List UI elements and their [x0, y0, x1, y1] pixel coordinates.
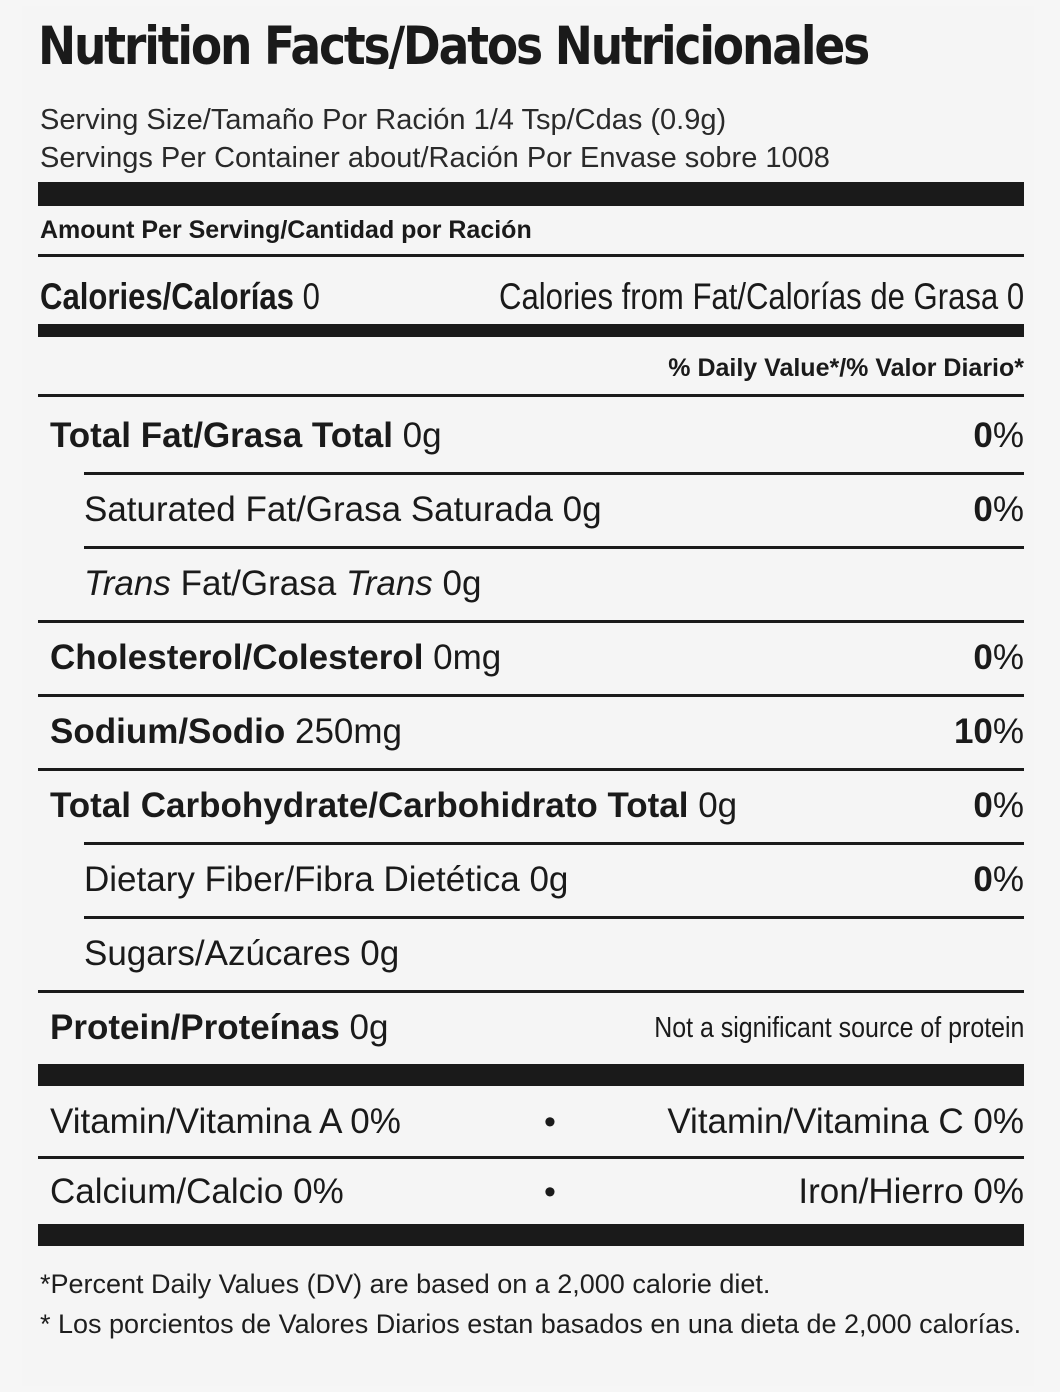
- divider: [38, 990, 1024, 993]
- nutrient-label: Sodium/Sodio: [50, 712, 286, 751]
- thick-divider: [38, 1224, 1024, 1246]
- vitamin-c: Vitamin/Vitamina C 0%: [667, 1102, 1024, 1141]
- cholesterol-row: [50, 628, 1024, 688]
- daily-value: 10: [953, 712, 993, 751]
- medium-divider: [38, 324, 1024, 337]
- nutrient-amount: 0g: [442, 564, 482, 603]
- nutrient-amount: 0mg: [433, 638, 502, 677]
- percent-sign: %: [992, 712, 1024, 751]
- trans-fat-row: [84, 554, 1024, 614]
- bullet-icon: •: [544, 1102, 556, 1141]
- nutrient-amount: 0g: [360, 934, 400, 973]
- divider: [84, 546, 1024, 549]
- divider: [38, 1156, 1024, 1159]
- percent-sign: %: [992, 638, 1024, 677]
- protein-row: [50, 998, 1024, 1058]
- daily-value: 0: [973, 638, 993, 677]
- daily-value: 0: [973, 490, 993, 529]
- calories-label: Calories/Calorías: [40, 276, 294, 317]
- nutrient-amount: 0g: [698, 786, 738, 825]
- nutrient-label: Total Carbohydrate/Carbohidrato Total: [50, 786, 689, 825]
- calcium: Calcium/Calcio 0%: [50, 1172, 344, 1211]
- total-fat-row: [50, 406, 1024, 466]
- nutrient-label: Fat/Grasa: [170, 564, 346, 603]
- vitamin-a: Vitamin/Vitamina A 0%: [50, 1102, 401, 1141]
- divider: [38, 694, 1024, 697]
- nutrient-label: Dietary Fiber/Fibra Dietética: [84, 860, 520, 899]
- nutrient-label: Total Fat/Grasa Total: [50, 416, 393, 455]
- vitamins-row-1: [50, 1092, 1024, 1152]
- iron: Iron/Hierro 0%: [798, 1172, 1024, 1211]
- footnote-english: *Percent Daily Values (DV) are based on a 2,000 calorie diet.: [40, 1269, 771, 1299]
- divider: [38, 620, 1024, 623]
- percent-sign: %: [992, 786, 1024, 825]
- calories: [40, 272, 320, 322]
- calories-from-fat-label: Calories from Fat/Calorías de Grasa: [498, 276, 999, 317]
- sodium-row: [50, 702, 1024, 762]
- thick-divider: [38, 182, 1024, 206]
- divider: [84, 472, 1024, 475]
- nutrient-label: Sugars/Azúcares: [84, 934, 351, 973]
- nutrient-amount: 0g: [529, 860, 569, 899]
- bullet-icon: •: [544, 1172, 556, 1211]
- nutrient-amount: 250mg: [295, 712, 403, 751]
- percent-sign: %: [992, 416, 1024, 455]
- nutrient-label: Saturated Fat/Grasa Saturada: [84, 490, 553, 529]
- calories-from-fat-value: 0: [1006, 276, 1024, 317]
- sugars-row: [84, 924, 1024, 984]
- percent-sign: %: [992, 860, 1024, 899]
- label-title: Nutrition Facts/Datos Nutricionales: [38, 16, 869, 77]
- divider: [38, 254, 1024, 257]
- nutrient-amount: 0g: [349, 1008, 389, 1047]
- amount-per-serving: Amount Per Serving/Cantidad por Ración: [40, 216, 532, 244]
- daily-value: 0: [973, 786, 993, 825]
- daily-value: 0: [973, 416, 993, 455]
- nutrient-amount: 0g: [402, 416, 442, 455]
- nutrient-amount: 0g: [562, 490, 602, 529]
- trans-italic: Trans: [84, 564, 171, 603]
- total-carbohydrate-row: [50, 776, 1024, 836]
- nutrition-facts-label: [22, 6, 1034, 1386]
- divider: [38, 768, 1024, 771]
- serving-size: Serving Size/Tamaño Por Ración 1/4 Tsp/Cdas (0.9g): [40, 104, 727, 136]
- divider: [38, 394, 1024, 397]
- saturated-fat-row: [84, 480, 1024, 540]
- divider: [84, 842, 1024, 845]
- trans-italic: Trans: [345, 564, 433, 603]
- vitamins-row-2: [50, 1162, 1024, 1222]
- daily-value: 0: [973, 860, 993, 899]
- divider: [84, 916, 1024, 919]
- calories-value: 0: [302, 276, 320, 317]
- calories-row: [40, 272, 1024, 322]
- nutrient-label: Cholesterol/Colesterol: [50, 638, 424, 677]
- percent-sign: %: [992, 490, 1024, 529]
- calories-from-fat: [499, 272, 1024, 322]
- protein-note: Not a significant source of protein: [653, 1011, 1024, 1044]
- nutrient-label: Protein/Proteínas: [50, 1008, 340, 1047]
- footnote-spanish: * Los porcientos de Valores Diarios estan basados en una dieta de 2,000 calorías.: [40, 1309, 1022, 1339]
- daily-value-header: % Daily Value*/% Valor Diario*: [668, 354, 1024, 382]
- thick-divider: [38, 1064, 1024, 1086]
- servings-per-container: Servings Per Container about/Ración Por Envase sobre 1008: [40, 142, 830, 174]
- dietary-fiber-row: [84, 850, 1024, 910]
